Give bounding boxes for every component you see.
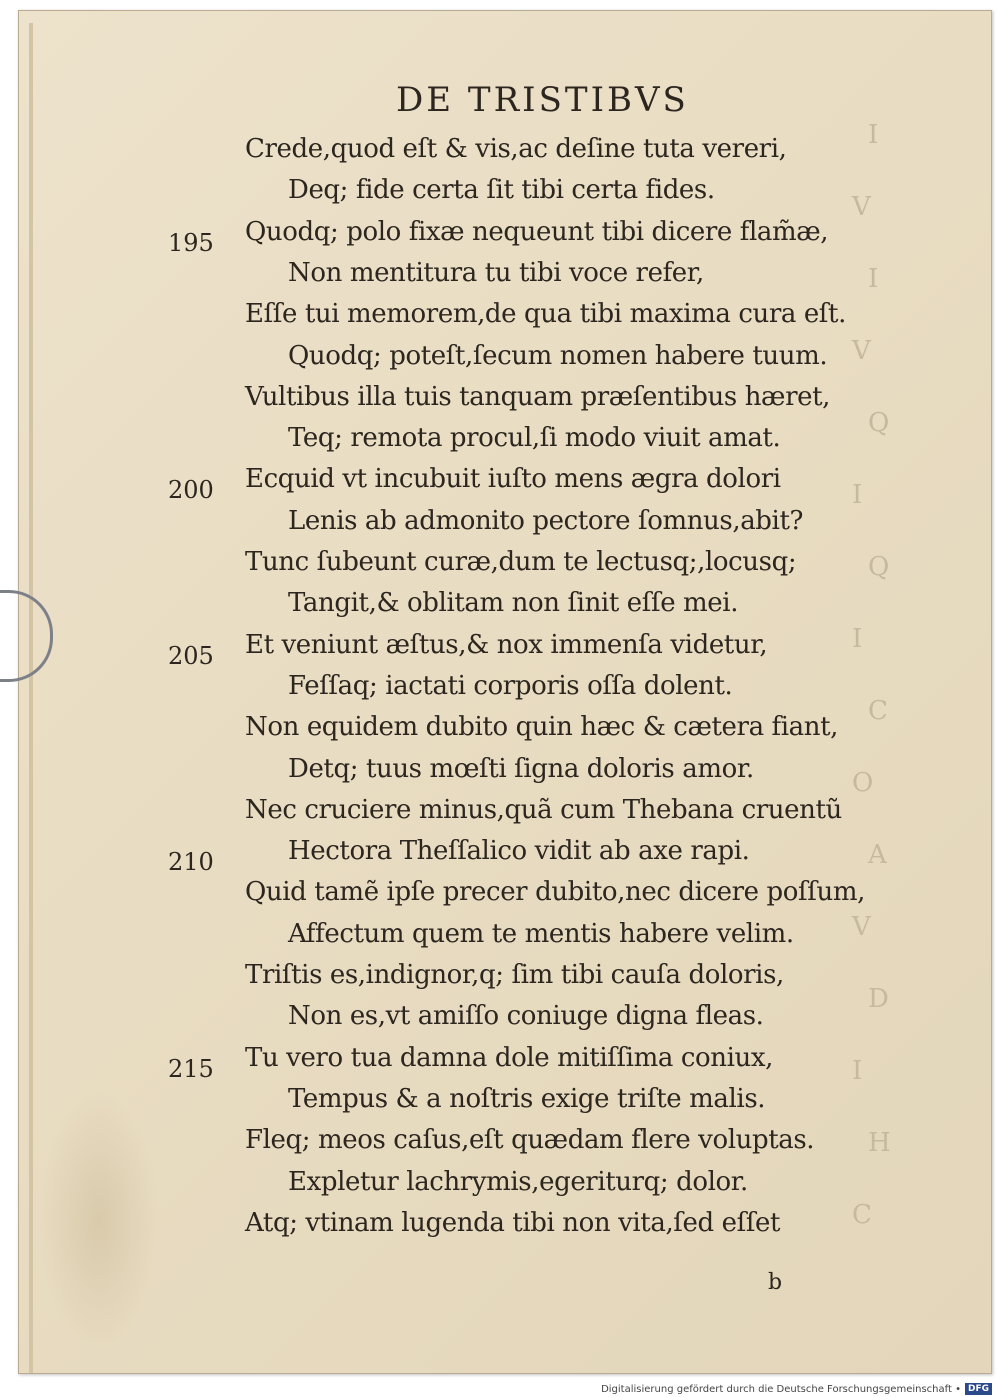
line-number: 205 — [168, 641, 214, 670]
verse-line: Non es,vt amiſſo coniuge digna fleas. — [288, 1001, 764, 1032]
verse-line: Tempus & a noſtris exige triſte malis. — [288, 1083, 766, 1114]
line-number: 200 — [168, 476, 214, 505]
verse-line: Hectora Theſſalico vidit ab axe rapi. — [288, 836, 750, 867]
verse-line: Non mentitura tu tibi voce refer, — [288, 257, 704, 288]
verse-line: Lenis ab admonito pectore ſomnus,abit? — [288, 505, 804, 536]
verse-line: Tunc ſubeunt curæ,dum te lectusq;,locusq; — [245, 547, 797, 577]
verse-line: Feſſaq; iactati corporis oſſa dolent. — [288, 670, 733, 701]
line-number: 210 — [168, 848, 214, 877]
bleed-through-letter: I — [852, 624, 863, 654]
verse-line: Et veniunt æſtus,& nox immenſa videtur, — [245, 629, 768, 660]
verse-line: Vultibus illa tuis tanquam præſentibus hæret, — [245, 381, 831, 412]
digitization-footer — [601, 1383, 992, 1395]
bleed-through-letter: I — [852, 1056, 863, 1086]
verse-line: Ecquid vt incubuit iuſto mens ægra dolori — [245, 464, 781, 495]
verse-line: Crede,quod eſt & vis,ac deſine tuta vereri, — [245, 134, 787, 164]
line-number: 195 — [168, 228, 214, 257]
bleed-through-letter: V — [852, 336, 871, 366]
verse-line: Quid tamẽ ipſe precer dubito,nec dicere poſſum, — [245, 877, 865, 908]
verse-line: Deq; fide certa ſit tibi certa fides. — [288, 175, 715, 206]
running-head: DE TRISTIBVS — [396, 80, 689, 120]
bleed-through-letter: Q — [868, 408, 890, 438]
bleed-through-letter: A — [868, 840, 887, 870]
line-number: 215 — [168, 1054, 214, 1083]
verse-line: Quodq; polo fixæ nequeunt tibi dicere flam̃æ, — [245, 216, 829, 247]
verse-line: Triſtis es,indignor,q; ſim tibi cauſa doloris, — [245, 960, 784, 990]
footer-text: Digitalisierung gefördert durch die Deutsche Forschungsgemeinschaft • — [601, 1383, 961, 1395]
bleed-through-letter: I — [852, 480, 863, 510]
verse-line: Tangit,& oblitam non ſinit eſſe mei. — [288, 588, 739, 619]
verse-line: Nec cruciere minus,quã cum Thebana cruentũ — [245, 794, 842, 825]
signature-mark: b — [768, 1270, 783, 1295]
bleed-through-letter: V — [852, 912, 871, 942]
paper-stain — [39, 1091, 159, 1351]
verse-line: Expletur lachrymis,egeriturq; dolor. — [288, 1166, 748, 1197]
verse-line: Atq; vtinam lugenda tibi non vita,ſed eſſet — [245, 1207, 781, 1238]
verse-line: Affectum quem te mentis habere velim. — [288, 918, 794, 949]
bleed-through-letter: C — [868, 696, 888, 726]
bleed-through-letter: Q — [868, 552, 890, 582]
verse-line: Non equidem dubito quin hæc & cætera fiant, — [245, 712, 839, 743]
verse-line: Detq; tuus mœſti ſigna doloris amor. — [288, 753, 754, 784]
bleed-through-letter: I — [868, 120, 879, 150]
bleed-through-letter: V — [852, 192, 871, 222]
bleed-through-letter: H — [868, 1128, 891, 1158]
bleed-through-letter: I — [868, 264, 879, 294]
bleed-through-letter: C — [852, 1200, 872, 1230]
verse-line: Teq; remota procul,ſi modo viuit amat. — [288, 423, 781, 454]
bleed-through-letter: O — [852, 768, 874, 798]
page-edge — [29, 23, 33, 1373]
verse-line: Eſſe tui memorem,de qua tibi maxima cura eſt. — [245, 299, 846, 330]
dfg-logo: DFG — [965, 1383, 992, 1395]
verse-line: Fleq; meos caſus,eſt quædam flere voluptas. — [245, 1125, 815, 1156]
verse-line: Tu vero tua damna dole mitiſſima coniux, — [245, 1042, 773, 1073]
bleed-through-letter: D — [868, 984, 889, 1014]
verse-line: Quodq; poteſt,ſecum nomen habere tuum. — [288, 340, 828, 371]
